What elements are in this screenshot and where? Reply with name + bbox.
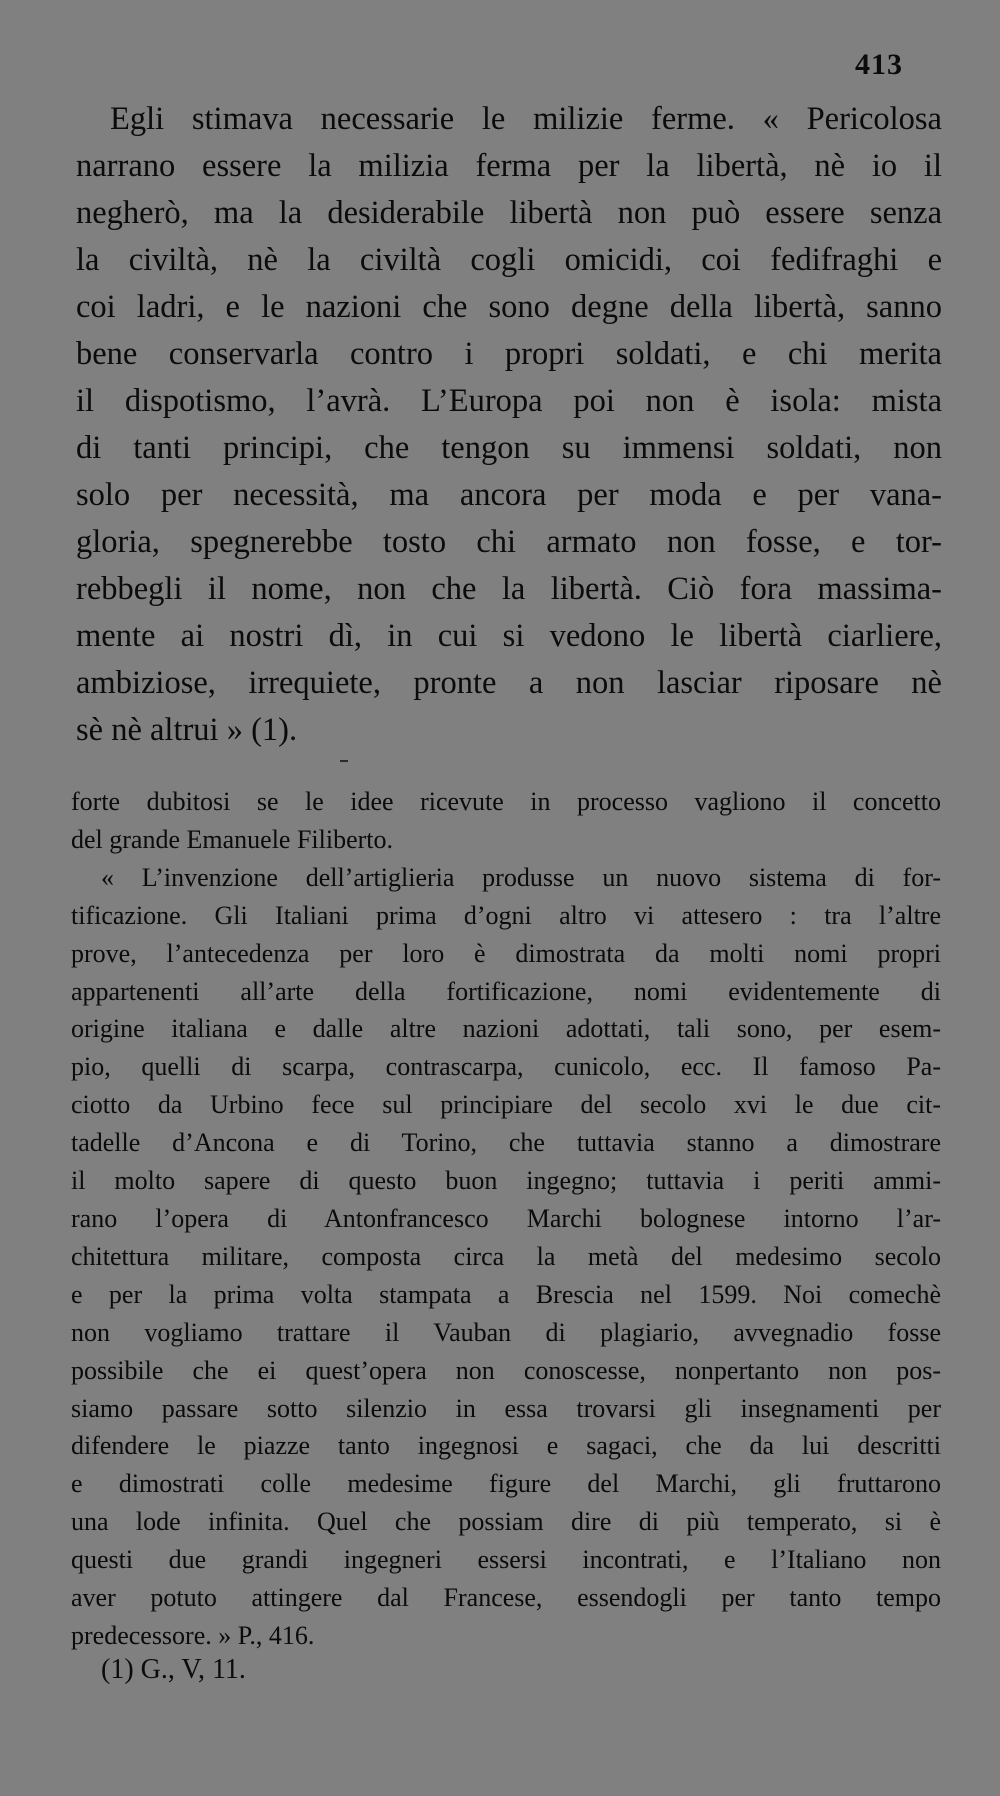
note-line: aver potuto attingere dal Francese, essendogli per tanto tempo	[71, 1583, 941, 1613]
text-line: gloria, spegnerebbe tosto chi armato non fosse, e tor-	[76, 524, 942, 560]
note-line: origine italiana e dalle altre nazioni adottati, tali sono, per esem-	[71, 1014, 941, 1044]
text-line: Egli stimava necessarie le milizie ferme. « Pericolosa	[110, 101, 942, 137]
note-line: possibile che ei quest’opera non conoscesse, nonpertanto non pos-	[71, 1355, 941, 1385]
separator-mark	[340, 760, 348, 762]
text-line: narrano essere la milizia ferma per la libertà, nè io il	[76, 148, 942, 184]
text-line: bene conservarla contro i propri soldati, e chi merita	[76, 336, 942, 372]
text-line: rebbegli il nome, non che la libertà. Ciò fora massima-	[76, 571, 942, 607]
text-line: coi ladri, e le nazioni che sono degne della libertà, sanno	[76, 289, 942, 325]
notes-block	[71, 783, 941, 1655]
text-line: solo per necessità, ma ancora per moda e per vana-	[76, 477, 942, 513]
note-line: questi due grandi ingegneri essersi incontrati, e l’Italiano non	[71, 1545, 941, 1575]
note-line: il molto sapere di questo buon ingegno; tuttavia i periti ammi-	[71, 1166, 941, 1196]
text-line: ambiziose, irrequiete, pronte a non lasciar riposare nè	[76, 665, 942, 701]
note-line: del grande Emanuele Filiberto.	[71, 824, 394, 854]
page-number: 413	[855, 48, 903, 81]
note-line: siamo passare sotto silenzio in essa trovarsi gli insegnamenti per	[71, 1393, 941, 1423]
note-line: prove, l’antecedenza per loro è dimostrata da molti nomi propri	[71, 938, 941, 968]
text-line: mente ai nostri dì, in cui si vedono le libertà ciarliere,	[76, 618, 942, 654]
note-line: difendere le piazze tanto ingegnosi e sagaci, che da lui descritti	[71, 1431, 941, 1461]
note-line: forte dubitosi se le idee ricevute in processo vagliono il concetto	[71, 787, 941, 816]
note-line: ciotto da Urbino fece sul principiare del secolo xvi le due cit-	[71, 1090, 941, 1120]
note-line: non vogliamo trattare il Vauban di plagiario, avvegnadio fosse	[71, 1317, 941, 1347]
text-line: la civiltà, nè la civiltà cogli omicidi, coi fedifraghi e	[76, 242, 942, 278]
footnote: (1) G., V, 11.	[101, 1654, 246, 1685]
note-line: chitettura militare, composta circa la metà del medesimo secolo	[71, 1241, 941, 1271]
text-line: sè nè altrui » (1).	[76, 712, 298, 748]
note-line: « L’invenzione dell’artiglieria produsse un nuovo sistema di for-	[101, 862, 941, 892]
note-line: predecessore. » P., 416.	[71, 1620, 315, 1650]
note-line: rano l’opera di Antonfrancesco Marchi bolognese intorno l’ar-	[71, 1203, 941, 1233]
main-text-block	[76, 96, 942, 754]
note-line: pio, quelli di scarpa, contrascarpa, cunicolo, ecc. Il famoso Pa-	[71, 1052, 941, 1082]
text-line: di tanti principi, che tengon su immensi soldati, non	[76, 430, 942, 466]
text-line: il dispotismo, l’avrà. L’Europa poi non è isola: mista	[76, 383, 942, 419]
note-line: e dimostrati colle medesime figure del Marchi, gli fruttarono	[71, 1469, 941, 1499]
note-line: e per la prima volta stampata a Brescia nel 1599. Noi comechè	[71, 1279, 941, 1309]
note-line: una lode infinita. Quel che possiam dire di più temperato, si è	[71, 1507, 941, 1537]
note-line: tificazione. Gli Italiani prima d’ogni altro vi attesero : tra l’altre	[71, 900, 941, 930]
note-line: appartenenti all’arte della fortificazione, nomi evidentemente di	[71, 976, 941, 1006]
note-line: tadelle d’Ancona e di Torino, che tuttavia stanno a dimostrare	[71, 1128, 941, 1158]
text-line: negherò, ma la desiderabile libertà non può essere senza	[76, 195, 942, 231]
